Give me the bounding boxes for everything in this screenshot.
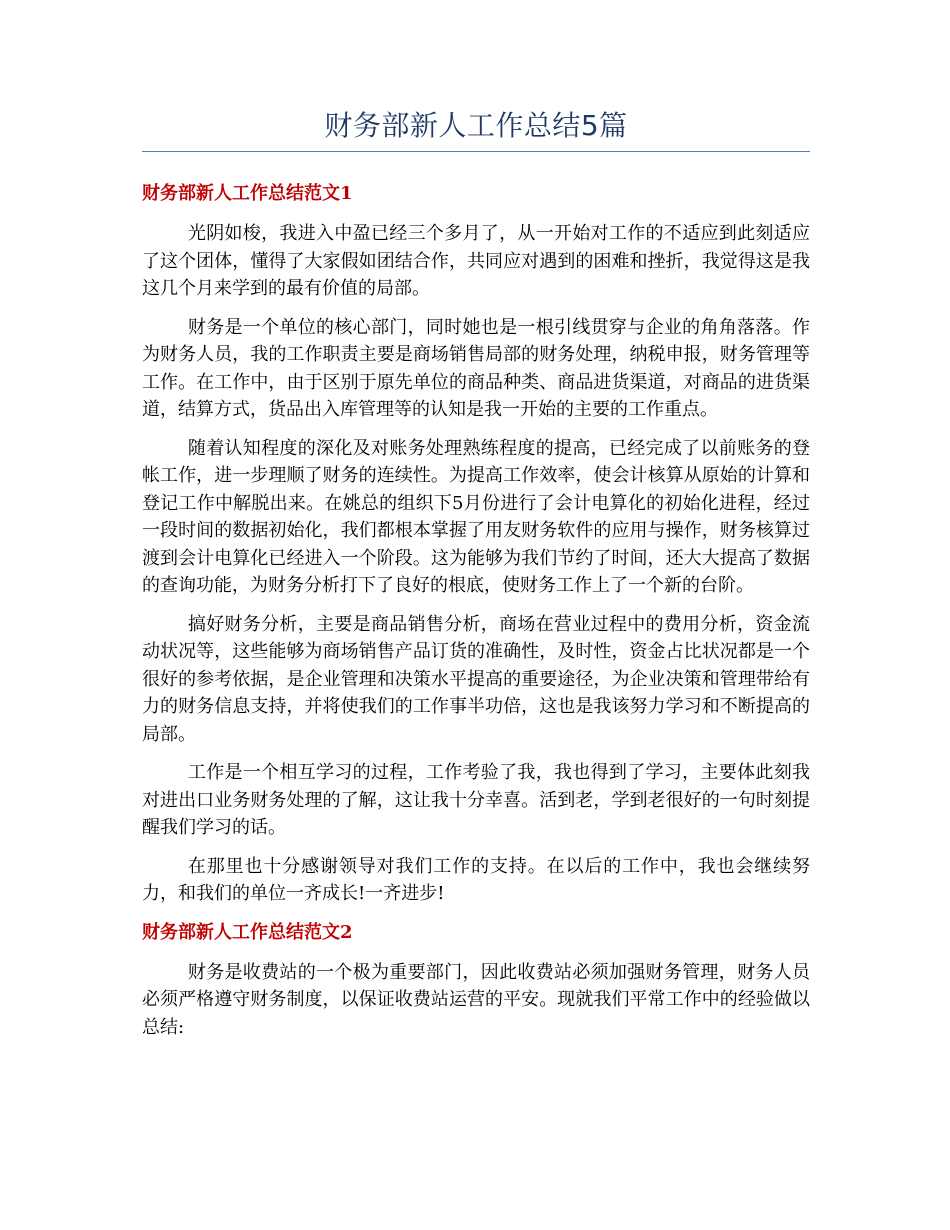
paragraph: 搞好财务分析，主要是商品销售分析，商场在营业过程中的费用分析，资金流动状况等，这些能够为商场销售产品订货的准确性，及时性，资金占比状况都是一个很好的参考依据，是企业管理和决策水平提高的重要途径，为企业决策和管理带给有力的财务信息支持，并将使我们的工作事半功倍，这也是我该努力学习和不断提高的局部。 [142,613,810,745]
paragraph: 光阴如梭，我进入中盈已经三个多月了，从一开始对工作的不适应到此刻适应了这个团体，懂得了大家假如团结合作，共同应对遇到的困难和挫折，我觉得这是我这几个月来学到的最有价值的局部。 [142,223,810,299]
paragraph: 财务是一个单位的核心部门，同时她也是一根引线贯穿与企业的角角落落。作为财务人员，我的工作职责主要是商场销售局部的财务处理，纳税申报，财务管理等工作。在工作中，由于区别于原先单位的商品种类、商品进货渠道，对商品的进货渠道，结算方式，货品出入库管理等的认知是我一开始的主要的工作重点。 [142,316,810,420]
section-heading: 财务部新人工作总结范文1 [142,183,353,204]
section-heading: 财务部新人工作总结范文2 [142,921,353,943]
section-2 [142,919,810,1042]
paragraph: 财务是收费站的一个极为重要部门，因此收费站必须加强财务管理，财务人员必须严格遵守财务制度，以保证收费站运营的平安。现就我们平常工作中的经验做以总结: [142,961,810,1038]
document-body [142,172,810,1052]
document-title: 财务部新人工作总结5篇 [324,109,628,142]
paragraph: 工作是一个相互学习的过程，工作考验了我，我也得到了学习，主要体此刻我对进出口业务财务处理的了解，这让我十分幸喜。活到老，学到老很好的一句时刻提醒我们学习的话。 [142,762,810,838]
section-1 [142,180,810,908]
paragraph: 在那里也十分感谢领导对我们工作的支持。在以后的工作中，我也会继续努力，和我们的单位一齐成长!一齐进步! [142,855,810,904]
title-divider [142,151,810,152]
paragraph: 随着认知程度的深化及对账务处理熟练程度的提高，已经完成了以前账务的登帐工作，进一步理顺了财务的连续性。为提高工作效率，使会计核算从原始的计算和登记工作中解脱出来。在姚总的组织下5月份进行了会计电算化的初始化进程，经过一段时间的数据初始化，我们都根本掌握了用友财务软件的应用与操作，财务核算过渡到会计电算化已经进入一个阶段。这为能够为我们节约了时间，还大大提高了数据的查询功能，为财务分析打下了良好的根底，使财务工作上了一个新的台阶。 [142,437,810,596]
